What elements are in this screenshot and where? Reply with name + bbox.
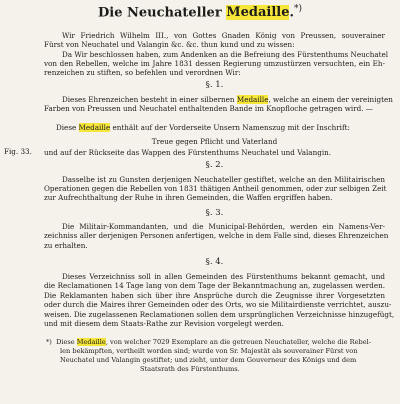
section-line: zur Aufrechthaltung der Ruhe in ihren Gemeinden, die Waffen ergriffen haben. <box>44 193 333 202</box>
intro-line: von den Rebellen, welche im Jahre 1831 dessen Regierung umzustürzen versuchten, ein Eh- <box>44 59 385 68</box>
footnote-mark: *) <box>46 338 52 346</box>
section-line: Die Militair-Kommandanten, und die Municipal-Behörden, werden ein Namens-Ver- <box>62 222 385 231</box>
footnote-reference: *) <box>294 4 303 14</box>
footnote-line: *) Diese Medaille, von welcher 7029 Exemplare an die getreuen Neuchateller, welche die Rebel- <box>46 338 372 346</box>
footnote-line: len bekämpften, vertheilt worden sind; wurde von Sr. Majestät als souverainer Fürst von <box>60 347 358 355</box>
search-highlight: Medaille <box>226 5 290 21</box>
section-heading: §. 2. <box>205 160 224 170</box>
footnote-line: Staatsrath des Fürstenthums. <box>140 365 240 373</box>
intro-line: Da Wir beschlossen haben, zum Andenken an die Befreiung des Fürstenthums Neuchatel <box>62 50 389 59</box>
section-line: Die Reklamanten haben sich über ihre Ansprüche durch die Zeugnisse ihrer Vorgesetzten <box>44 291 385 300</box>
inscription-line: Treue gegen Pflicht und Vaterland <box>151 137 278 146</box>
section-line: Dasselbe ist zu Gunsten derjenigen Neuchateller gestiftet, welche an den Militairischen <box>62 175 385 184</box>
section-line: und auf der Rückseite das Wappen des Fürstenthums Neuchatel und Valangin. <box>44 148 332 157</box>
section-heading: §. 4. <box>205 257 224 267</box>
section-line: und mit diesem dem Staats-Rathe zur Revision vorgelegt werden. <box>44 319 284 328</box>
intro-line: Wir Friedrich Wilhelm III., von Gottes Gnaden König von Preussen, souverainer <box>62 31 385 40</box>
section-line: Diese Medaille enthält auf der Vorderseite Unsern Namenszug mit der Inschrift: <box>56 123 350 132</box>
section-line: oder durch die Maires ihrer Gemeinden oder des Orts, wo sie Militairdienste verrichtet, auszu- <box>44 300 392 309</box>
section-line: Operationen gegen die Rebellen von 1831 thätigen Antheil genommen, oder zur selbigen Zeit <box>44 184 387 193</box>
figure-label: Fig. 33. <box>4 147 32 156</box>
section-line: zeichniss aller derjenigen Personen anfertigen, welche in dem Falle sind, dieses Ehrenzeichen <box>44 231 389 240</box>
search-highlight: Medaille <box>236 95 269 104</box>
section-heading: §. 1. <box>205 80 224 90</box>
section-heading: §. 3. <box>205 208 224 218</box>
section-line: weisen. Die zugelassenen Reclamationen sollen dem ursprünglichen Verzeichnisse hinzugefügt, <box>44 310 395 319</box>
search-highlight: Medaille <box>78 123 111 132</box>
page-title: Die Neuchateller Medaille.*) <box>97 4 303 21</box>
section-line: zu erhalten. <box>44 241 88 250</box>
search-highlight: Medaille <box>76 338 106 346</box>
section-line: Dieses Ehrenzeichen besteht in einer silbernen Medaille, welche an einem der vereinigten <box>62 95 393 104</box>
footnote-line: Neuchatel und Valangin gestiftet; und zieht, unter dem Gouverneur des Königs und dem <box>60 356 357 364</box>
section-line: Farben von Preussen und Neuchatel enthaltenden Bande im Knopfloche getragen wird. — <box>44 104 373 113</box>
section-line: die Reclamationen 14 Tage lang von dem Tage der Bekanntmachung an, zugelassen werden. <box>44 281 385 290</box>
intro-line: Fürst von Neuchatel und Valangin &c. &c. thun kund und zu wissen: <box>44 40 295 49</box>
intro-line: renzeichen zu stiften, so befehlen und verordnen Wir: <box>44 68 241 77</box>
section-line: Dieses Verzeichniss soll in allen Gemeinden des Fürstenthums bekannt gemacht, und <box>62 272 385 281</box>
